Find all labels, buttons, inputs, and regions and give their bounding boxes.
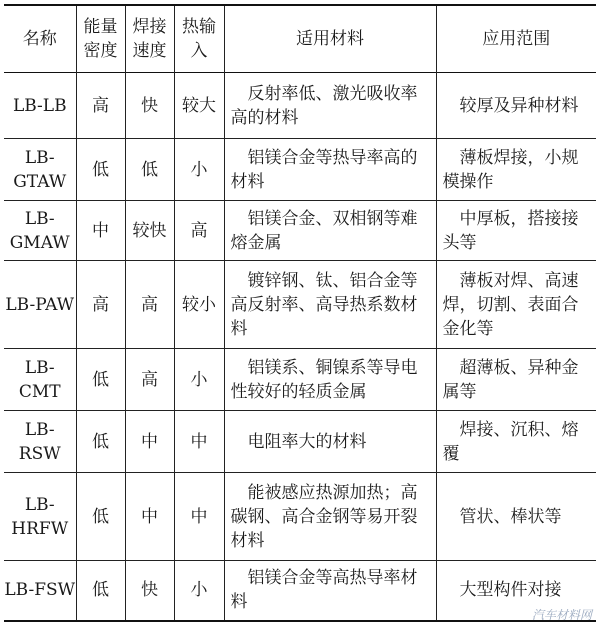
table-row (4, 349, 596, 411)
row-energy: 低 (76, 473, 125, 561)
row-energy: 高 (76, 261, 125, 349)
row-application: 薄板对焊、高速焊，切割、表面合金化等 (436, 261, 596, 349)
row-heat: 高 (174, 201, 224, 261)
row-heat: 小 (174, 349, 224, 411)
row-energy: 高 (76, 73, 125, 139)
row-name: LB-GMAW (9, 208, 70, 253)
row-heat: 中 (174, 473, 224, 561)
row-name: LB-FSW (4, 580, 76, 601)
table-row (4, 201, 596, 261)
row-energy: 低 (76, 561, 125, 621)
row-application: 超薄板、异种金属等 (436, 349, 596, 411)
table-row (4, 73, 596, 139)
table-row (4, 411, 596, 473)
row-application: 大型构件对接 (436, 561, 596, 621)
row-application: 薄板焊接，小规模操作 (436, 139, 596, 201)
row-energy: 低 (76, 349, 125, 411)
row-material: 铝镁合金等热导率高的材料 (224, 139, 436, 201)
row-name: LB-CMT (18, 357, 61, 402)
row-speed: 低 (125, 139, 174, 201)
row-speed: 高 (125, 349, 174, 411)
header-heat-input: 热输入 (174, 5, 224, 73)
row-heat: 小 (174, 561, 224, 621)
row-speed: 中 (125, 411, 174, 473)
table-header-row (4, 5, 596, 73)
header-energy-density: 能量密度 (76, 5, 125, 73)
table-row (4, 561, 596, 621)
row-heat: 较小 (174, 261, 224, 349)
row-energy: 低 (76, 411, 125, 473)
row-material: 电阻率大的材料 (224, 411, 436, 473)
hybrid-welding-comparison-table (4, 4, 596, 622)
row-name: LB-LB (12, 95, 67, 116)
row-name: LB-GTAW (13, 147, 67, 192)
header-materials: 适用材料 (224, 5, 436, 73)
row-energy: 中 (76, 201, 125, 261)
row-material: 铝镁合金、双相钢等难熔金属 (224, 201, 436, 261)
row-speed: 中 (125, 473, 174, 561)
row-material: 铝镁系、铜镍系等导电性较好的轻质金属 (224, 349, 436, 411)
row-application: 管状、棒状等 (436, 473, 596, 561)
header-application: 应用范围 (436, 5, 596, 73)
row-material: 镀锌钢、钛、铝合金等高反射率、高导热系数材料 (224, 261, 436, 349)
row-energy: 低 (76, 139, 125, 201)
header-welding-speed: 焊接速度 (125, 5, 174, 73)
row-application: 较厚及异种材料 (436, 73, 596, 139)
comparison-table-container (4, 4, 596, 622)
table-row (4, 261, 596, 349)
row-application: 焊接、沉积、熔覆 (436, 411, 596, 473)
table-row (4, 139, 596, 201)
header-name: 名称 (22, 29, 57, 49)
table-row (4, 473, 596, 561)
row-material: 反射率低、激光吸收率高的材料 (224, 73, 436, 139)
watermark: 汽车材料网 (531, 608, 592, 622)
row-speed: 快 (125, 73, 174, 139)
row-heat: 中 (174, 411, 224, 473)
row-name: LB-RSW (18, 419, 61, 464)
row-application: 中厚板，搭接接头等 (436, 201, 596, 261)
row-name: LB-PAW (5, 294, 75, 315)
row-heat: 小 (174, 139, 224, 201)
row-speed: 高 (125, 261, 174, 349)
row-speed: 快 (125, 561, 174, 621)
row-material: 能被感应热源加热；高碳钢、高合金钢等易开裂材料 (224, 473, 436, 561)
row-heat: 较大 (174, 73, 224, 139)
row-speed: 较快 (125, 201, 174, 261)
row-material: 铝镁合金等高热导率材料 (224, 561, 436, 621)
row-name: LB-HRFW (11, 494, 69, 539)
